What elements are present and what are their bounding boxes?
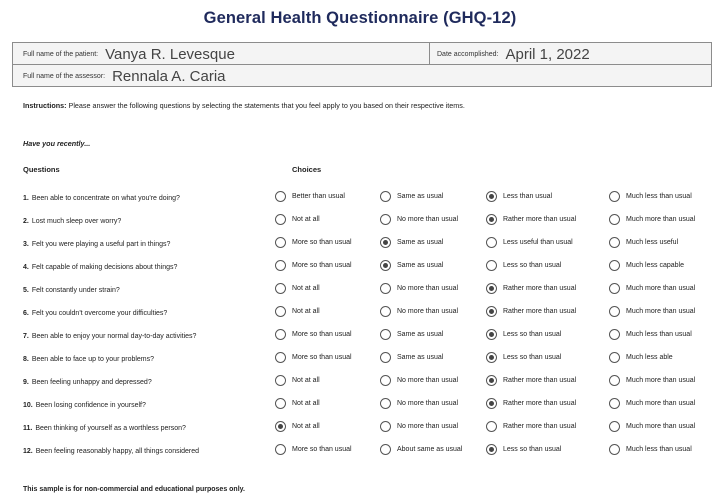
radio-unselected[interactable] [609,421,620,432]
choice-option[interactable] [275,397,320,410]
question-text [23,264,177,271]
radio-unselected[interactable] [609,191,620,202]
radio-dot [489,355,494,360]
choice-option[interactable] [275,213,320,226]
patient-label: Full name of the patient: [23,50,99,58]
header-row-patient [13,43,711,65]
choice-label: Not at all [292,377,320,384]
radio-dot [489,217,494,222]
question-row [0,420,720,442]
choice-option[interactable] [486,420,576,433]
question-number: 2. [23,218,29,225]
choice-option[interactable] [609,374,695,387]
choice-label: Same as usual [397,331,444,338]
header-box [12,42,712,87]
assessor-label: Full name of the assessor: [23,72,106,80]
choice-label: Much less than usual [626,331,692,338]
choice-label: More so than usual [292,446,352,453]
radio-selected[interactable] [486,214,497,225]
choice-option[interactable] [486,397,576,410]
choice-label: Not at all [292,308,320,315]
radio-unselected[interactable] [609,214,620,225]
choice-label: Much more than usual [626,216,696,223]
choice-label: Much more than usual [626,308,696,315]
choice-label: More so than usual [292,239,352,246]
choice-option[interactable] [380,328,443,341]
choice-label: Rather more than usual [503,285,577,292]
question-text [23,425,186,432]
radio-unselected[interactable] [609,329,620,340]
choice-label: Not at all [292,285,320,292]
patient-name-value: Vanya R. Levesque [105,45,235,63]
question-label: Felt you were playing a useful part in things? [31,241,171,248]
question-text [23,218,121,225]
radio-unselected[interactable] [380,191,391,202]
footer-note: This sample is for non-commercial and educational purposes only. [23,486,245,493]
question-label: Felt constantly under strain? [31,287,120,294]
question-row [0,259,720,281]
choice-option[interactable] [380,213,458,226]
instructions-heading: Instructions: [23,101,67,110]
question-row [0,213,720,235]
choice-option[interactable] [486,190,552,203]
questions-column-header: Questions [23,165,60,174]
choice-label: Much more than usual [626,400,696,407]
question-text [23,241,170,248]
choice-label: Less useful than usual [503,239,573,246]
choice-label: Much less capable [626,262,684,269]
radio-unselected[interactable] [380,375,391,386]
choice-option[interactable] [486,328,561,341]
radio-unselected[interactable] [609,375,620,386]
radio-unselected[interactable] [609,398,620,409]
choice-option[interactable] [380,420,458,433]
radio-unselected[interactable] [380,352,391,363]
question-label: Felt capable of making decisions about things? [31,264,178,271]
date-value: April 1, 2022 [505,45,590,63]
question-row [0,190,720,212]
radio-selected[interactable] [486,444,497,455]
choice-option[interactable] [609,236,678,249]
choice-label: Not at all [292,216,320,223]
choice-label: No more than usual [397,308,459,315]
radio-unselected[interactable] [275,398,286,409]
question-label: Been feeling reasonably happy, all things considered [35,448,200,455]
radio-unselected[interactable] [486,237,497,248]
choice-label: Much more than usual [626,285,696,292]
choice-label: Rather more than usual [503,423,577,430]
radio-unselected[interactable] [380,306,391,317]
choice-option[interactable] [486,213,576,226]
question-row [0,282,720,304]
question-number: 12. [23,448,33,455]
choice-option[interactable] [609,282,695,295]
radio-unselected[interactable] [275,329,286,340]
have-you-recently: Have you recently... [23,139,91,148]
choice-label: Less so than usual [503,262,562,269]
radio-unselected[interactable] [609,306,620,317]
choice-option[interactable] [275,443,352,456]
choice-label: More so than usual [292,354,352,361]
choice-option[interactable] [486,443,561,456]
choice-option[interactable] [275,328,352,341]
choice-option[interactable] [380,305,458,318]
radio-selected[interactable] [380,260,391,271]
choice-label: Same as usual [397,193,444,200]
choice-option[interactable] [380,236,443,249]
choice-option[interactable] [380,443,462,456]
choice-label: Same as usual [397,239,444,246]
radio-unselected[interactable] [275,260,286,271]
assessor-name-value: Rennala A. Caria [112,67,226,85]
radio-dot [278,424,283,429]
radio-unselected[interactable] [380,283,391,294]
question-row [0,443,720,465]
choice-option[interactable] [380,351,443,364]
radio-unselected[interactable] [609,283,620,294]
question-row [0,236,720,258]
choice-option[interactable] [609,443,692,456]
question-label: Been thinking of yourself as a worthless person? [35,425,186,432]
question-number: 11. [23,425,33,432]
question-number: 10. [23,402,33,409]
radio-dot [489,378,494,383]
choice-option[interactable] [609,328,692,341]
question-row [0,305,720,327]
question-number: 9. [23,379,29,386]
choice-option[interactable] [380,259,443,272]
choice-label: Rather more than usual [503,377,577,384]
choices-column-header: Choices [292,165,322,174]
question-label: Been able to enjoy your normal day-to-day activities? [31,333,197,340]
question-text [23,402,146,409]
question-number: 5. [23,287,29,294]
choice-label: Much less than usual [626,193,692,200]
question-label: Been losing confidence in yourself? [35,402,146,409]
radio-selected[interactable] [275,421,286,432]
choice-label: Not at all [292,400,320,407]
radio-unselected[interactable] [275,214,286,225]
header-divider [429,43,430,65]
radio-unselected[interactable] [486,421,497,432]
radio-selected[interactable] [486,306,497,317]
question-number: 8. [23,356,29,363]
patient-field[interactable] [23,43,235,65]
radio-selected[interactable] [380,237,391,248]
choice-option[interactable] [486,259,561,272]
radio-selected[interactable] [486,375,497,386]
question-label: Been able to face up to your problems? [31,356,155,363]
radio-dot [489,309,494,314]
choice-label: No more than usual [397,423,459,430]
choice-option[interactable] [609,190,692,203]
radio-unselected[interactable] [275,283,286,294]
choice-option[interactable] [275,305,320,318]
radio-unselected[interactable] [380,421,391,432]
question-row [0,374,720,396]
choice-option[interactable] [275,282,320,295]
radio-unselected[interactable] [275,191,286,202]
question-text [23,379,152,386]
choice-option[interactable] [275,351,352,364]
question-row [0,351,720,373]
choice-label: Better than usual [292,193,345,200]
choice-label: Less so than usual [503,331,562,338]
radio-dot [489,401,494,406]
radio-unselected[interactable] [275,444,286,455]
radio-unselected[interactable] [275,352,286,363]
choice-option[interactable] [275,190,345,203]
choice-label: Much more than usual [626,377,696,384]
choice-label: No more than usual [397,377,459,384]
choice-option[interactable] [380,397,458,410]
radio-unselected[interactable] [275,375,286,386]
choice-label: No more than usual [397,400,459,407]
choice-option[interactable] [275,236,352,249]
radio-unselected[interactable] [380,214,391,225]
radio-selected[interactable] [486,352,497,363]
question-label: Felt you couldn't overcome your difficulties? [31,310,168,317]
question-text [23,195,180,202]
choice-label: Rather more than usual [503,308,577,315]
choice-option[interactable] [380,190,443,203]
assessor-field[interactable] [23,65,226,87]
radio-dot [489,194,494,199]
choice-option[interactable] [609,397,695,410]
choice-option[interactable] [275,374,320,387]
question-number: 6. [23,310,29,317]
choice-label: Less than usual [503,193,553,200]
choice-label: More so than usual [292,262,352,269]
question-text [23,448,199,455]
instructions-text: Please answer the following questions by selecting the statements that you feel apply to you based on their respective items. [68,101,465,110]
choice-option[interactable] [486,374,576,387]
radio-selected[interactable] [486,398,497,409]
choice-label: Same as usual [397,262,444,269]
radio-unselected[interactable] [380,329,391,340]
date-label: Date accomplished: [437,50,499,58]
radio-unselected[interactable] [275,306,286,317]
radio-dot [489,447,494,452]
date-field[interactable] [437,43,590,65]
choice-option[interactable] [380,374,458,387]
question-number: 4. [23,264,29,271]
choice-label: Not at all [292,423,320,430]
radio-selected[interactable] [486,329,497,340]
question-text [23,310,167,317]
choice-label: Rather more than usual [503,400,577,407]
choice-option[interactable] [609,259,684,272]
radio-unselected[interactable] [609,444,620,455]
question-label: Lost much sleep over worry? [31,218,122,225]
question-row [0,328,720,350]
choice-label: Less so than usual [503,446,562,453]
choice-label: More so than usual [292,331,352,338]
choice-label: Rather more than usual [503,216,577,223]
choice-label: No more than usual [397,216,459,223]
radio-dot [383,240,388,245]
choice-label: Much less than usual [626,446,692,453]
choice-label: Much more than usual [626,423,696,430]
choice-label: No more than usual [397,285,459,292]
radio-dot [489,332,494,337]
choice-option[interactable] [609,420,695,433]
radio-unselected[interactable] [609,260,620,271]
radio-unselected[interactable] [380,444,391,455]
question-text [23,356,154,363]
question-label: Been feeling unhappy and depressed? [31,379,152,386]
choice-label: About same as usual [397,446,463,453]
radio-selected[interactable] [486,283,497,294]
choice-label: Less so than usual [503,354,562,361]
choice-option[interactable] [486,282,576,295]
choice-option[interactable] [275,420,320,433]
instructions [23,101,493,112]
question-number: 1. [23,195,29,202]
choice-option[interactable] [486,305,576,318]
choice-label: Much less able [626,354,673,361]
choice-option[interactable] [275,259,352,272]
radio-unselected[interactable] [609,237,620,248]
choice-label: Same as usual [397,354,444,361]
radio-unselected[interactable] [609,352,620,363]
question-text [23,287,120,294]
header-row-assessor [13,65,711,87]
question-number: 3. [23,241,29,248]
question-row [0,397,720,419]
choice-option[interactable] [486,351,561,364]
radio-dot [383,263,388,268]
question-label: Been able to concentrate on what you're doing? [31,195,180,202]
choice-option[interactable] [380,282,458,295]
radio-unselected[interactable] [380,398,391,409]
question-number: 7. [23,333,29,340]
choice-option[interactable] [486,236,573,249]
form-title: General Health Questionnaire (GHQ-12) [203,9,517,27]
radio-unselected[interactable] [486,260,497,271]
choice-label: Much less useful [626,239,679,246]
choice-option[interactable] [609,213,695,226]
choice-option[interactable] [609,351,673,364]
radio-selected[interactable] [486,191,497,202]
question-text [23,333,196,340]
radio-dot [489,286,494,291]
radio-unselected[interactable] [275,237,286,248]
choice-option[interactable] [609,305,695,318]
